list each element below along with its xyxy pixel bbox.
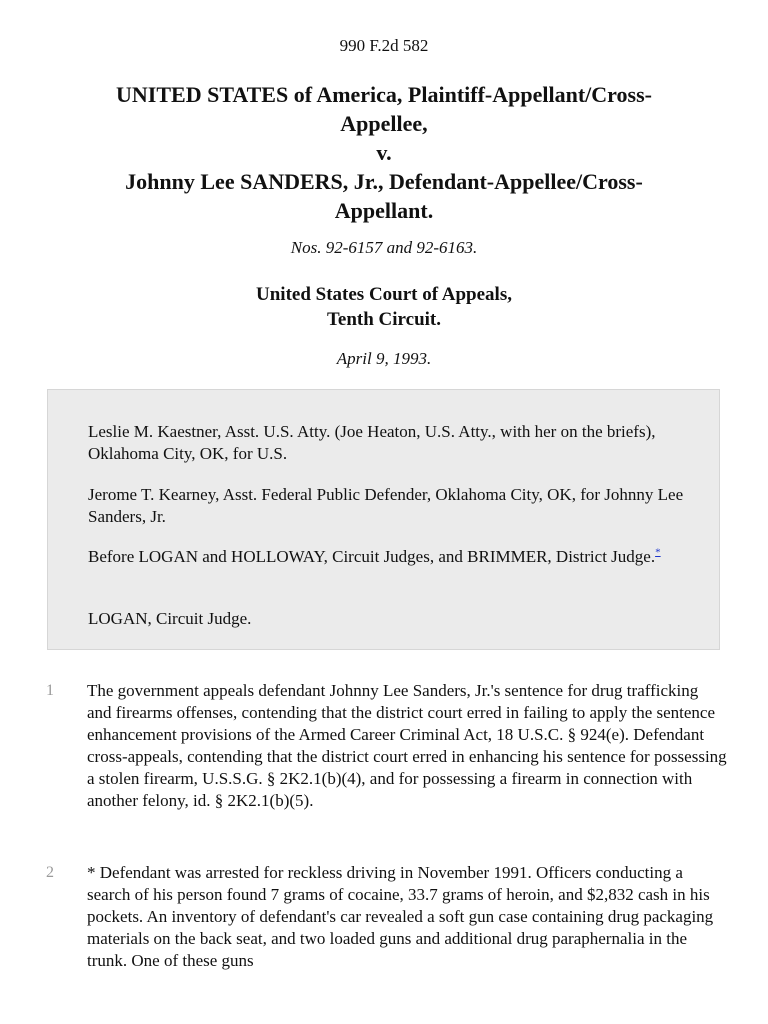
counsel-panel: [47, 389, 720, 650]
paragraph-number: 2: [46, 864, 54, 881]
case-title: [60, 80, 708, 225]
paragraph-text: The government appeals defendant Johnny Lee Sanders, Jr.'s sentence for drug trafficking and firearms offenses, contending that the district court erred in failing to apply the sentence enhancement provisions of the Armed Career Criminal Act, 18 U.S.C. § 924(e). Defendant cross-appeals, contending that the district court erred in enhancing his sentence for possessing a stolen firearm, U.S.S.G. § 2K2.1(b)(4), and for possessing a firearm in connection with another felony, id. § 2K2.1(b)(5).: [87, 681, 727, 810]
case-title-versus: v.: [376, 140, 392, 165]
paragraph-number: 1: [46, 682, 54, 699]
panel-judges-text: Before LOGAN and HOLLOWAY, Circuit Judges, and BRIMMER, District Judge.: [88, 547, 656, 566]
footnote-link[interactable]: *: [655, 546, 661, 559]
case-citation: 990 F.2d 582: [339, 36, 429, 55]
panel-judges: [88, 546, 688, 568]
court-name: [0, 282, 768, 332]
case-title-line: UNITED STATES of America, Plaintiff-Appellant/Cross-: [116, 82, 652, 107]
counsel-appellee: Jerome T. Kearney, Asst. Federal Public Defender, Oklahoma City, OK, for Johnny Lee Sanders, Jr.: [88, 485, 684, 526]
counsel-appellant: Leslie M. Kaestner, Asst. U.S. Atty. (Joe Heaton, U.S. Atty., with her on the briefs), Oklahoma City, OK, for U.S.: [88, 422, 656, 463]
opinion-author: LOGAN, Circuit Judge.: [88, 609, 252, 628]
case-title-line: Johnny Lee SANDERS, Jr., Defendant-Appellee/Cross-: [125, 169, 643, 194]
court-name-line: United States Court of Appeals,: [256, 284, 512, 305]
court-circuit-line: Tenth Circuit.: [326, 309, 442, 330]
paragraph-text: * Defendant was arrested for reckless driving in November 1991. Officers conducting a search of his person found 7 grams of cocaine, 33.7 grams of heroin, and $2,832 cash in his pockets. An inventory of defendant's car revealed a soft gun case containing drug packaging materials on the back seat, and two loaded guns and additional drug paraphernalia in the trunk. One of these guns: [87, 863, 714, 970]
docket-numbers: Nos. 92-6157 and 92-6163.: [290, 238, 478, 257]
decision-date: April 9, 1993.: [336, 349, 432, 368]
case-title-line: Appellant.: [334, 198, 434, 223]
case-title-line: Appellee,: [340, 111, 428, 136]
